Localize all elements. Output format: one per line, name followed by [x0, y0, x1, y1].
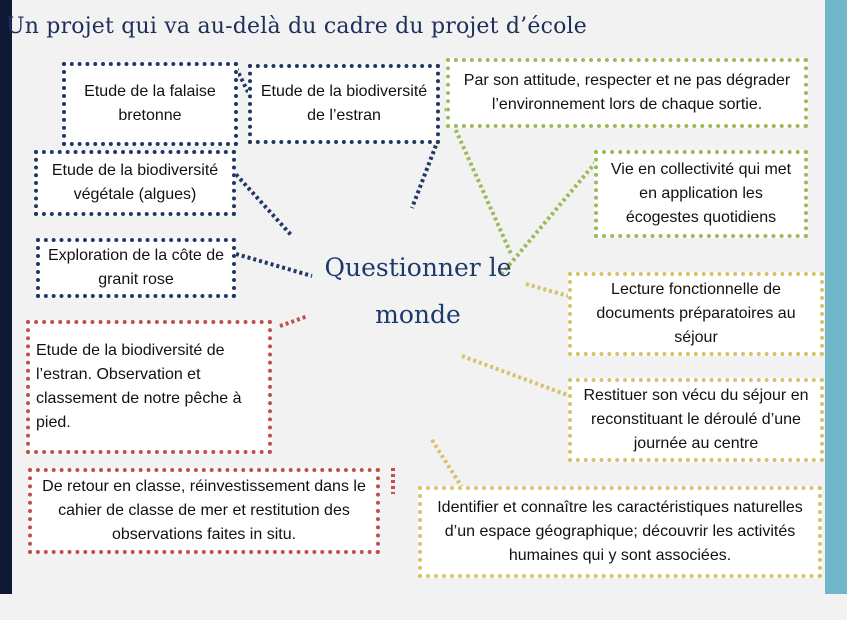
box-biodiversite-vegetale-text: Etude de la biodiversité végétale (algues) [51, 162, 219, 203]
box-estran-peche-text: Etude de la biodiversité de l’estran. Observation et classement de notre pêche à pied. [36, 342, 242, 431]
connector-granit [236, 254, 312, 276]
box-identifier-caracteristiques-text: Identifier et connaître les caractéristiques naturelles d’un espace géographique; découvrir les activités humaines qui y sont associées. [437, 499, 803, 564]
box-biodiversite-vegetale [34, 150, 236, 216]
central-theme: Questionner le monde [324, 253, 512, 329]
box-identifier-caracteristiques [418, 486, 822, 578]
box-estran-peche [26, 320, 272, 454]
connector-vegetale [232, 170, 292, 236]
box-exploration-granit [36, 238, 236, 298]
box-lecture-fonctionnelle-text: Lecture fonctionnelle de documents préparatoires au séjour [596, 281, 796, 346]
connector-estran-top [412, 140, 438, 208]
box-retour-classe [28, 468, 380, 554]
box-biodiversite-estran-top [248, 64, 440, 144]
connector-estran-peche [280, 316, 308, 326]
box-biodiversite-estran-top-text: Etude de la biodiversité de l’estran [260, 83, 428, 124]
page-title: Un projet qui va au-delà du cadre du projet d’école [6, 14, 587, 39]
connector-lecture [526, 284, 568, 296]
box-exploration-granit-text: Exploration de la côte de granit rose [47, 247, 225, 288]
box-retour-classe-text: De retour en classe, réinvestissement dans le cahier de classe de mer et restitution des observations faites in situ. [42, 478, 366, 543]
box-vie-collectivite [594, 150, 808, 238]
box-restituer-vecu-text: Restituer son vécu du séjour en reconstituant le déroulé d’une journée au centre [583, 387, 809, 452]
box-attitude-environnement-text: Par son attitude, respecter et ne pas dégrader l’environnement lors de chaque sortie. [463, 72, 791, 113]
connector-attitude [446, 108, 512, 256]
box-vie-collectivite-text: Vie en collectivité qui met en application les écogestes quotidiens [610, 161, 792, 226]
box-restituer-vecu [568, 378, 824, 462]
box-falaise-bretonne-text: Etude de la falaise bretonne [84, 83, 216, 124]
box-lecture-fonctionnelle [568, 272, 824, 356]
box-falaise-bretonne [62, 62, 238, 146]
connector-restituer [462, 356, 570, 396]
box-attitude-environnement [446, 58, 808, 128]
